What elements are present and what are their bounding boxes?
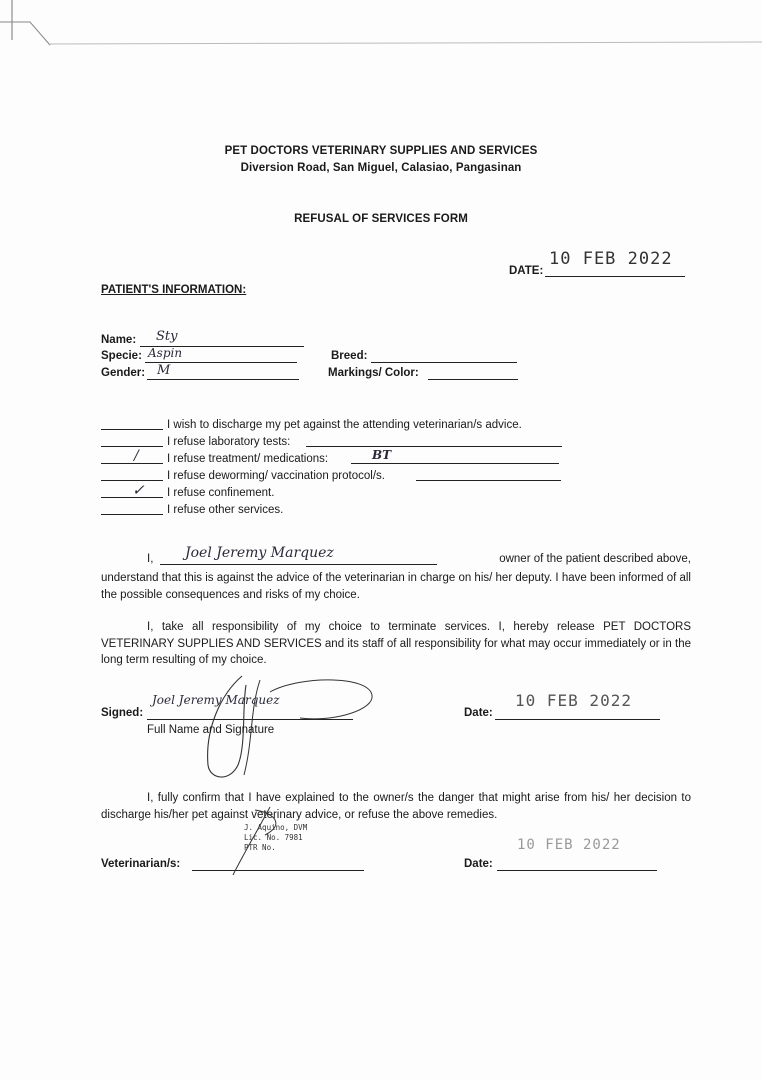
vet-stamp-license: Lic. No. 7981 (244, 833, 303, 842)
option-lab-tests: I refuse laboratory tests: (167, 436, 291, 448)
scan-edge-artifact (0, 0, 762, 60)
date-stamp: 10 FEB 2022 (549, 249, 673, 269)
name-value: Sty (156, 329, 178, 344)
deworming-line (416, 480, 561, 481)
vet-date-stamp: 10 FEB 2022 (517, 837, 621, 853)
vet-stamp-name: J. Aquino, DVM (244, 823, 308, 832)
markings-line (428, 379, 518, 380)
lab-tests-line (306, 446, 562, 447)
option-deworming: I refuse deworming/ vaccination protocol/s. (167, 470, 385, 482)
veterinarian-label: Veterinarian/s: (101, 858, 181, 870)
option-blank (101, 446, 163, 447)
treatment-detail: BT (372, 448, 392, 462)
gender-label: Gender: (101, 367, 146, 379)
signed-label: Signed: (101, 707, 144, 719)
vet-stamp-ptr: PTR No. (244, 843, 276, 852)
form-title: REFUSAL OF SERVICES FORM (294, 213, 468, 225)
option-confinement: I refuse confinement. (167, 487, 275, 499)
option-blank (101, 514, 163, 515)
vet-date-label: Date: (464, 858, 493, 870)
option-other: I refuse other services. (167, 504, 284, 516)
specie-label: Specie: (101, 350, 142, 362)
option-mark-treatment: / (134, 448, 139, 464)
statement-body: understand that this is against the advice of the veterinarian in charge on his/ her deputy. I have been informed of all the possible consequences and risks of my choice. (101, 572, 691, 601)
option-blank (101, 463, 163, 464)
breed-label: Breed: (331, 350, 368, 362)
statement-line1: owner of the patient described above, (499, 553, 691, 565)
release-paragraph: I, take all responsibility of my choice to terminate services. I, hereby release PET DOCTORS VETERINARY SUPPLIES AND SERVICES and its staff of all responsibility for what may occur immediately or in the long term resulting of my choice. (101, 621, 691, 666)
date-label: DATE: (509, 265, 544, 277)
option-mark-confinement: ✓ (132, 481, 145, 499)
name-label: Name: (101, 334, 137, 346)
statement-prefix: I, (147, 553, 154, 565)
vet-date-line (497, 870, 657, 871)
owner-date-stamp: 10 FEB 2022 (515, 691, 632, 710)
signature-caption: Full Name and Signature (147, 724, 275, 736)
confirm-paragraph: I, fully confirm that I have explained to the owner/s the danger that might arise from his/ her decision to discharge his/her pet against veterinary advice, or refuse the above remedies. (101, 792, 691, 821)
owner-date-label: Date: (464, 707, 493, 719)
treatment-line (351, 463, 559, 464)
owner-signature-text: Joel Jeremy Marquez (152, 693, 280, 707)
vet-signature-scribble (225, 805, 308, 877)
option-discharge: I wish to discharge my pet against the attending veterinarian/s advice. (167, 419, 522, 431)
owner-date-line (495, 719, 660, 720)
date-line (545, 276, 685, 277)
gender-line (147, 379, 299, 380)
option-treatment: I refuse treatment/ medications: (167, 453, 329, 465)
owner-name-line (160, 564, 437, 565)
company-address: Diversion Road, San Miguel, Calasiao, Pangasinan (240, 162, 522, 174)
company-name: PET DOCTORS VETERINARY SUPPLIES AND SERVICES (224, 145, 538, 157)
gender-value: M (157, 363, 171, 378)
patient-info-heading: PATIENT'S INFORMATION: (101, 284, 247, 296)
owner-name-handwritten: Joel Jeremy Marquez (185, 545, 334, 561)
markings-label: Markings/ Color: (328, 367, 419, 379)
option-blank (101, 429, 163, 430)
specie-value: Aspin (148, 346, 183, 360)
breed-line (371, 362, 517, 363)
